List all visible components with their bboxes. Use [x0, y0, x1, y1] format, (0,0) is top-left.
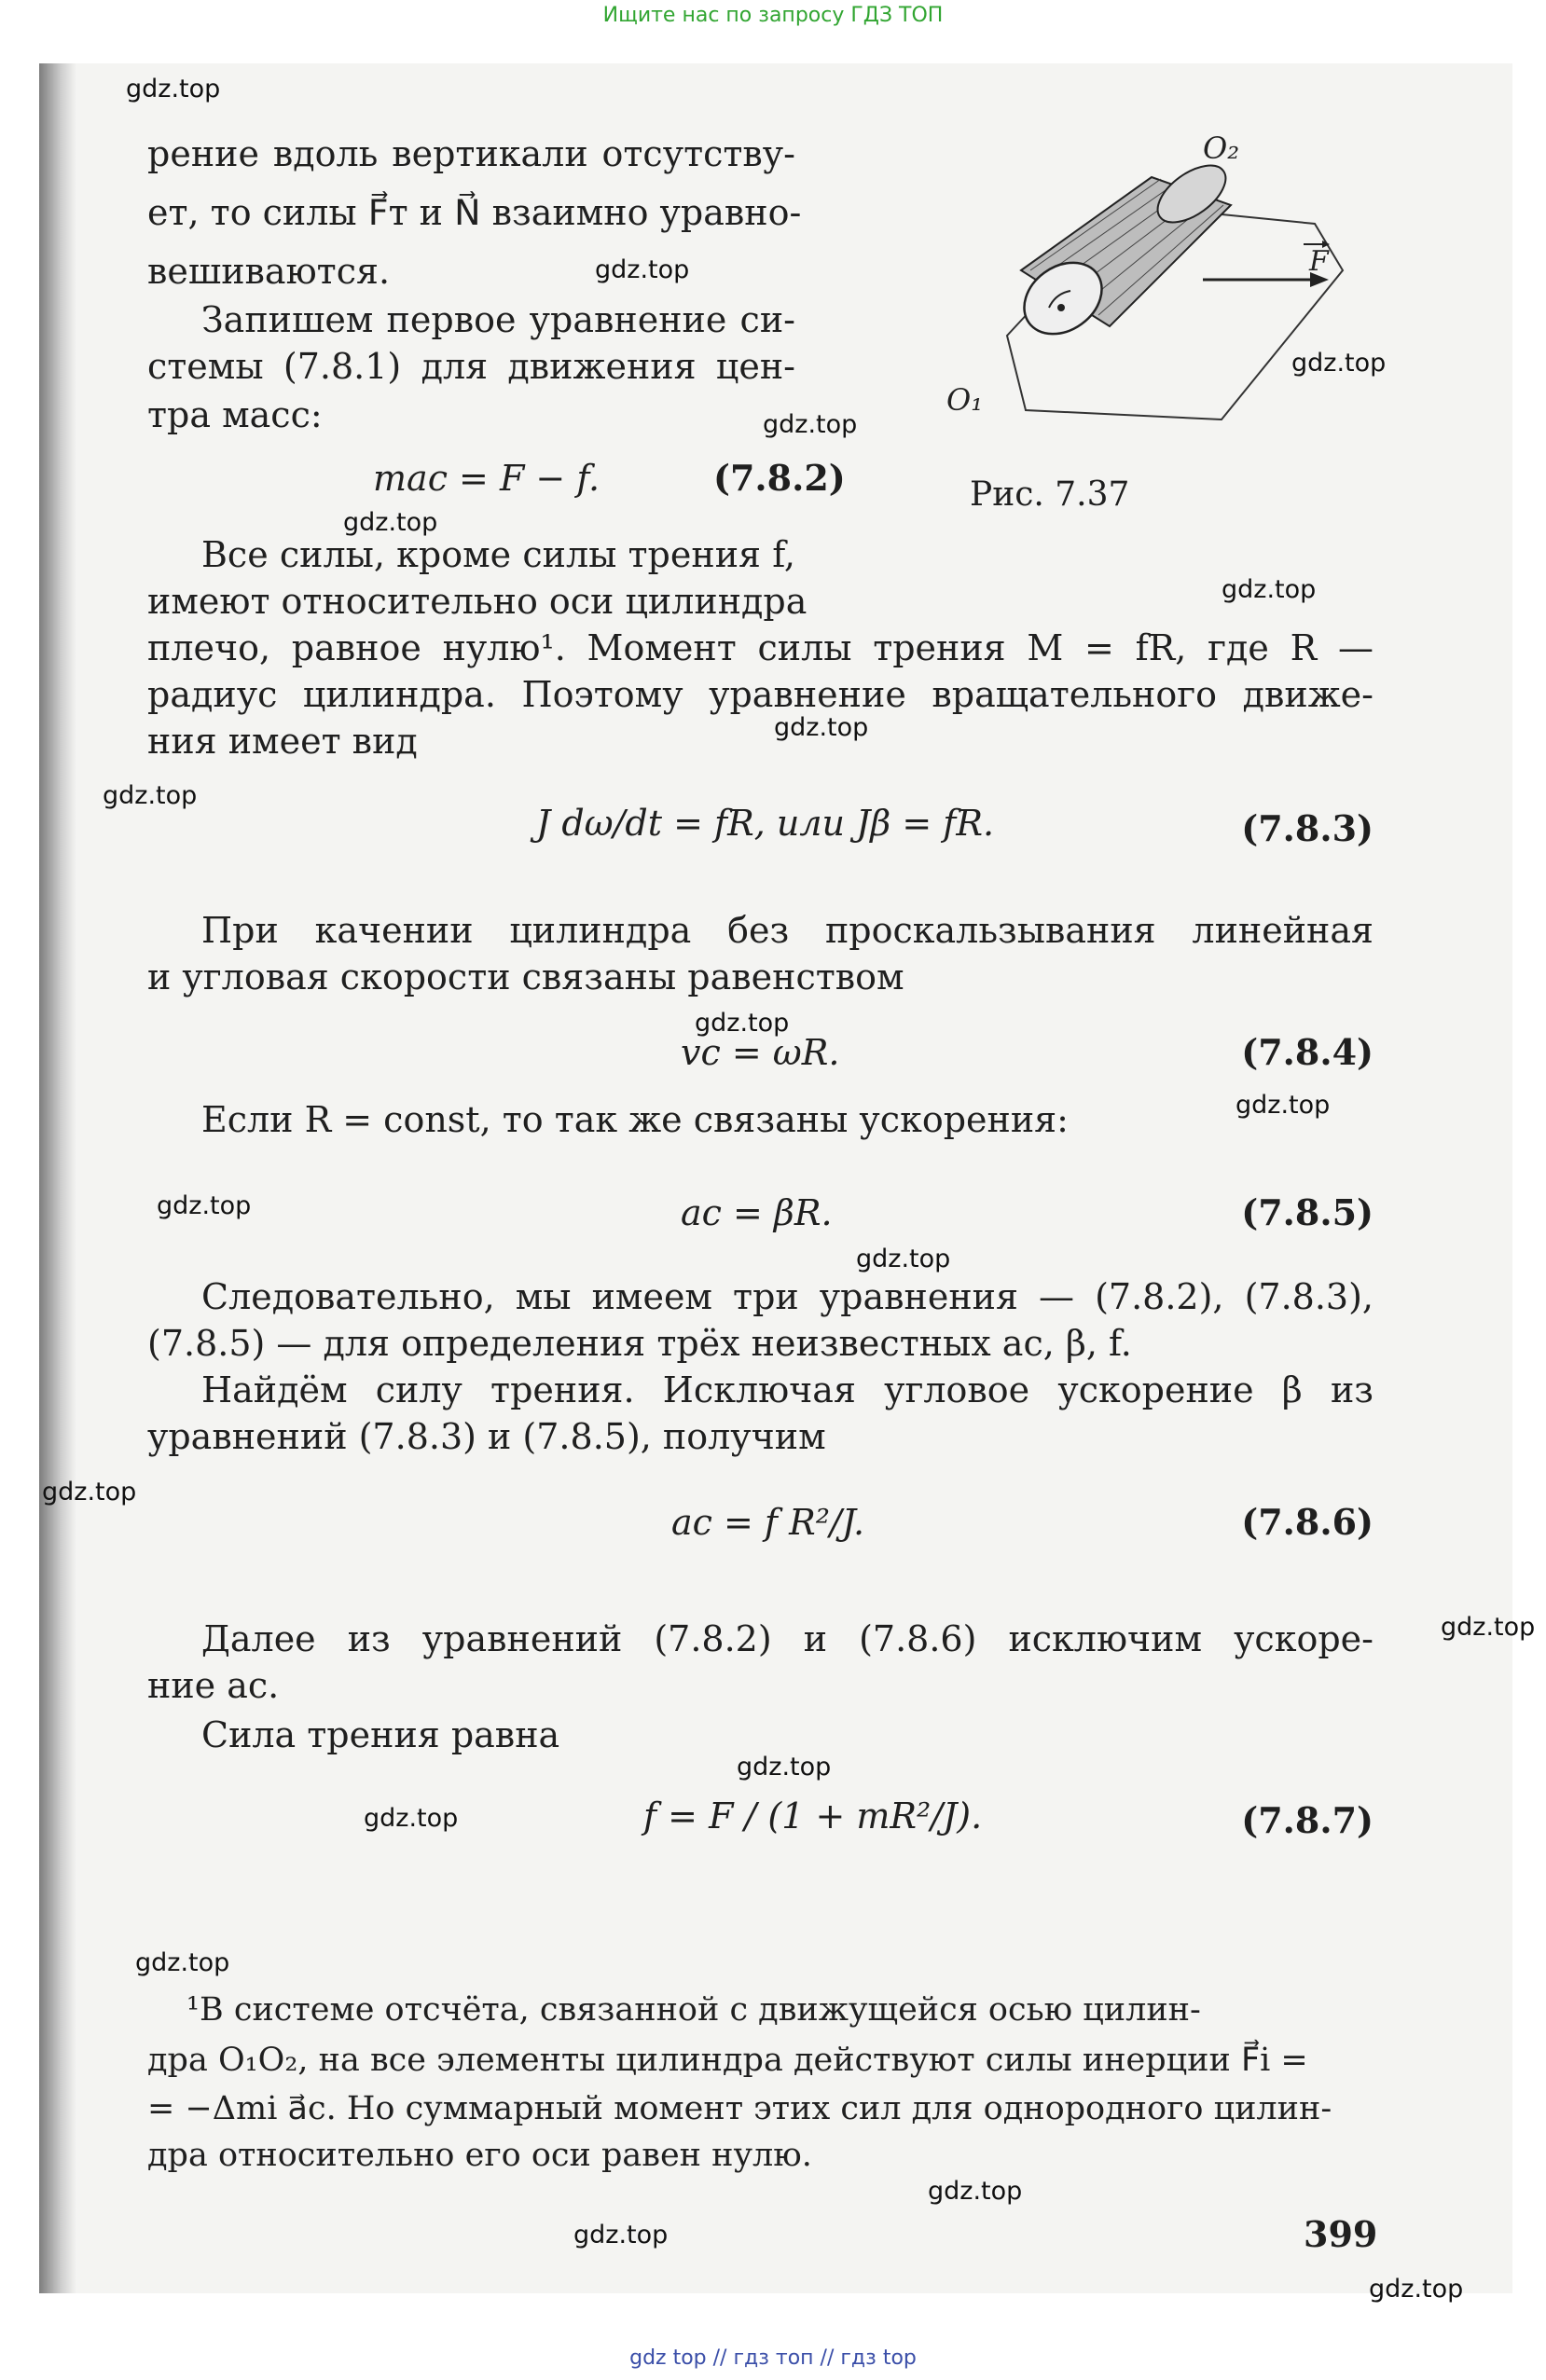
watermark: gdz.top	[1235, 1091, 1331, 1120]
text-line: ния имеет вид	[147, 721, 418, 762]
watermark: gdz.top	[595, 255, 690, 284]
text-line: (7.8.5) — для определения трёх неизвестных aс, β, f.	[147, 1323, 1132, 1364]
page-number: 399	[1304, 2213, 1378, 2255]
equation-7-8-5	[681, 1191, 833, 1234]
equation-number: (7.8.4)	[1241, 1031, 1373, 1073]
equation-text: aс = f R²/J.	[671, 1502, 865, 1543]
footnote-line: = −Δmi a⃗с. Но суммарный момент этих сил для однородного цилин-	[147, 2090, 1332, 2127]
watermark: gdz.top	[126, 75, 221, 103]
watermark: gdz.top	[157, 1191, 252, 1220]
equation-text: aс = βR.	[681, 1192, 833, 1233]
watermark: gdz.top	[343, 508, 438, 537]
watermark: gdz.top	[103, 781, 198, 810]
text-line: Следовательно, мы имеем три уравнения — (7.8.2), (7.8.3),	[201, 1276, 1373, 1317]
equation-7-8-7	[643, 1795, 982, 1837]
text-line: тра масс:	[147, 394, 323, 435]
cylinder-figure	[946, 131, 1361, 457]
bottom-banner[interactable]: gdz top // гдз топ // гдз top	[629, 2346, 917, 2370]
equation-number: (7.8.3)	[1241, 807, 1373, 849]
equation-text: f = F / (1 + mR²/J).	[643, 1795, 983, 1837]
equation-7-8-6	[671, 1501, 864, 1544]
text-line: Все силы, кроме силы трения f,	[201, 534, 795, 575]
watermark: gdz.top	[856, 1245, 951, 1273]
watermark: gdz.top	[42, 1478, 137, 1506]
text-line: Далее из уравнений (7.8.2) и (7.8.6) исключим ускоре-	[201, 1618, 1373, 1659]
text-line: стемы (7.8.1) для движения цен-	[147, 346, 795, 387]
equation-number: (7.8.6)	[1241, 1501, 1373, 1543]
text-line: Запишем первое уравнение си-	[201, 299, 795, 340]
equation-number: (7.8.2)	[713, 457, 846, 499]
o2-label: O₂	[1203, 131, 1240, 166]
o1-label: O₁	[946, 382, 984, 418]
text-line: и угловая скорости связаны равенством	[147, 956, 904, 997]
footnote-line: дра O₁O₂, на все элементы цилиндра действуют силы инерции F⃗i =	[147, 2042, 1308, 2079]
watermark: gdz.top	[1369, 2275, 1464, 2304]
text-line: Сила трения равна	[201, 1714, 560, 1755]
equation-text: J dω/dt = fR, или Jβ = fR.	[536, 803, 995, 844]
watermark: gdz.top	[1291, 349, 1387, 378]
watermark: gdz.top	[695, 1009, 790, 1038]
page-binding-shadow	[39, 63, 76, 2293]
top-banner[interactable]: Ищите нас по запросу ГДЗ ТОП	[602, 4, 944, 27]
equation-text: maс = F − f.	[373, 458, 600, 499]
text-line: плечо, равное нулю¹. Момент силы трения M = fR, где R —	[147, 627, 1373, 668]
watermark: gdz.top	[774, 713, 869, 742]
footnote-line: ¹В системе отсчёта, связанной с движущейся осью цилин-	[186, 1991, 1201, 2029]
watermark: gdz.top	[763, 410, 858, 439]
equation-number: (7.8.7)	[1241, 1799, 1373, 1841]
watermark: gdz.top	[364, 1804, 459, 1833]
text-line: уравнений (7.8.3) и (7.8.5), получим	[147, 1416, 826, 1457]
equation-number: (7.8.5)	[1241, 1191, 1373, 1233]
figure-caption: Рис. 7.37	[970, 475, 1130, 514]
text-line: ет, то силы F⃗т и N⃗ взаимно уравно-	[147, 192, 802, 233]
watermark: gdz.top	[1222, 575, 1317, 604]
equation-text: vс = ωR.	[681, 1032, 840, 1073]
f-vector-label: F	[1309, 245, 1329, 278]
watermark: gdz.top	[135, 1948, 230, 1977]
text-line: Найдём силу трения. Исключая угловое ускорение β из	[201, 1369, 1373, 1410]
equation-7-8-2	[373, 457, 600, 500]
text-line: радиус цилиндра. Поэтому уравнение вращательного движе-	[147, 674, 1373, 715]
text-line: При качении цилиндра без проскальзывания линейная	[201, 910, 1373, 951]
text-line: имеют относительно оси цилиндра	[147, 581, 808, 622]
text-line: вешиваются.	[147, 251, 391, 292]
text-line: ние aс.	[147, 1665, 280, 1706]
watermark: gdz.top	[1441, 1613, 1536, 1642]
equation-7-8-3	[536, 802, 994, 845]
footnote-line: дра относительно его оси равен нулю.	[147, 2137, 812, 2174]
watermark: gdz.top	[928, 2177, 1023, 2206]
text-line: Если R = const, то так же связаны ускорения:	[201, 1099, 1069, 1140]
text-line: рение вдоль вертикали отсутству-	[147, 133, 795, 174]
watermark: gdz.top	[573, 2221, 669, 2249]
watermark: gdz.top	[737, 1753, 832, 1782]
